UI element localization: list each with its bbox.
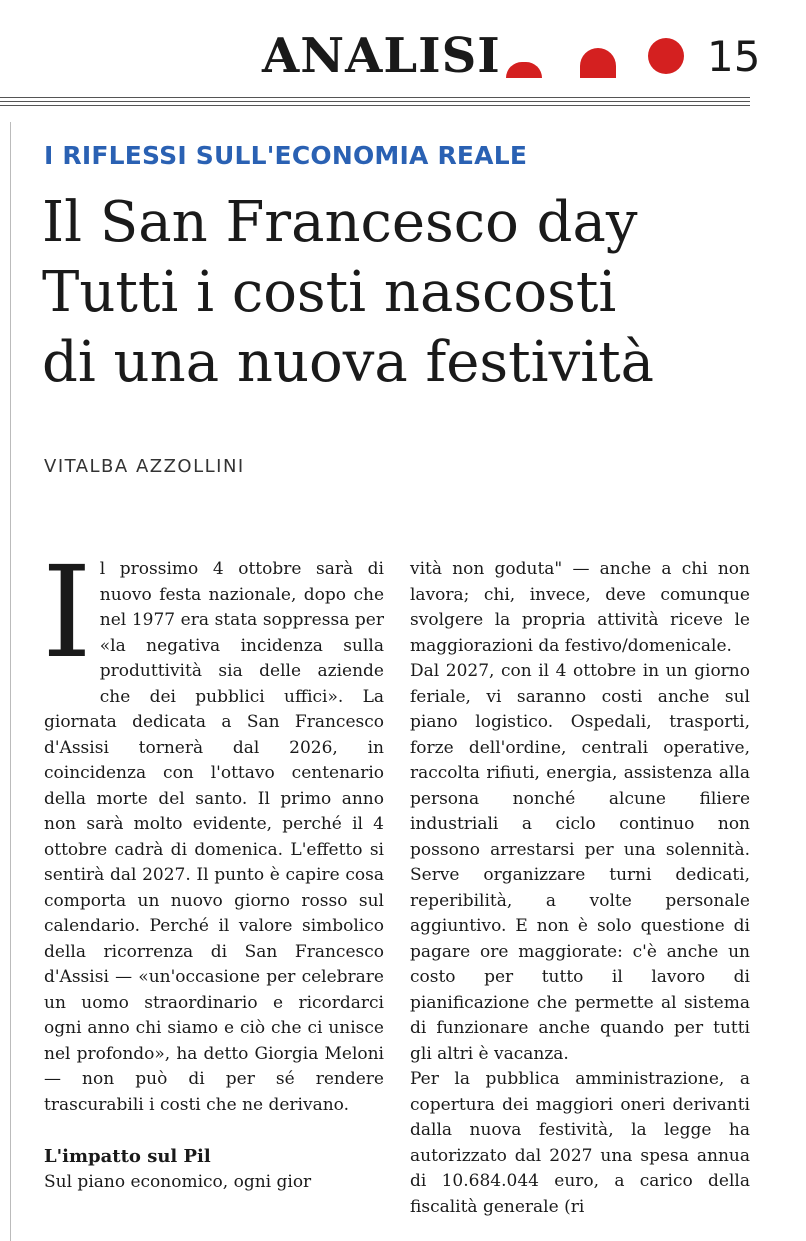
article-column-2 bbox=[410, 557, 750, 1220]
body-text: l prossimo 4 ottobre sarà di nuovo festa nazionale, dopo che nel 1977 era stata soppressa per «la negativa incidenza sulla produttività sia delle aziende che dei pubblici uffici». La giornata dedicata a San Francesco d'Assisi tornerà dal 2026, in coincidenza con l'ottavo centenario della morte del santo. Il primo anno non sarà molto evidente, perché il 4 ottobre cadrà di domenica. L'effetto si sentirà dal 2027. Il punto è capire cosa comporta un nuovo giorno rosso sul calendario. Perché il valore simbolico della ricorrenza di San Francesco d'Assisi — «un'occasione per celebrare un uomo straordinario e ricordarci ogni anno chi siamo e ciò che ci unisce nel profondo», ha detto Giorgia Meloni — non può di per sé rendere trascurabili i costi che ne derivano. bbox=[44, 559, 384, 1115]
dropcap: I bbox=[42, 539, 92, 686]
header-rule bbox=[0, 97, 750, 109]
headline-line: Il San Francesco day bbox=[42, 190, 638, 255]
kicker: I RIFLESSI SULL'ECONOMIA REALE bbox=[44, 141, 528, 170]
body-paragraph: Dal 2027, con il 4 ottobre in un giorno feriale, vi saranno costi anche sul piano logistico. Ospedali, trasporti, forze dell'ordine, centrali operative, raccolta rifiuti, energia, assistenza alla persona nonché alcune filiere industriali a ciclo continuo non possono arrestarsi per una solennità. Serve organizzare turni dedicati, reperibilità, a volte personale aggiuntivo. E non è solo questione di pagare ore maggiorate: c'è anche un costo per tutto il lavoro di pianificazione che permette al sistema di funzionare anche quando per tutti gli altri è vacanza. bbox=[410, 661, 750, 1064]
decorative-dot-icon bbox=[580, 48, 616, 78]
body-paragraph: Per la pubblica amministrazione, a copertura dei maggiori oneri derivanti dalla nuova festività, la legge ha autorizzato dal 2027 una spesa annua di 10.684.044 euro, a carico della fiscalità generale (ri bbox=[410, 1069, 750, 1217]
page-header bbox=[0, 0, 806, 100]
decorative-dot-icon bbox=[648, 38, 684, 74]
subheading: L'impatto sul Pil bbox=[44, 1146, 211, 1167]
section-name: ANALISI bbox=[262, 28, 501, 84]
body-paragraph: vità non goduta" — anche a chi non lavora; chi, invece, deve comunque svolgere la propria attività riceve le maggiorazioni da festivo/domenicale. bbox=[410, 559, 750, 656]
article-column-1 bbox=[42, 539, 384, 1196]
body-paragraph: Sul piano economico, ogni gior bbox=[44, 1172, 312, 1192]
headline-line: di una nuova festività bbox=[42, 330, 655, 395]
body-paragraph bbox=[42, 539, 384, 1118]
page-number: 15 bbox=[707, 32, 761, 81]
decorative-dot-icon bbox=[506, 62, 542, 78]
headline-line: Tutti i costi nascosti bbox=[42, 260, 617, 325]
column-divider bbox=[10, 122, 11, 1241]
byline: VITALBA AZZOLLINI bbox=[44, 456, 245, 477]
headline bbox=[42, 188, 732, 398]
